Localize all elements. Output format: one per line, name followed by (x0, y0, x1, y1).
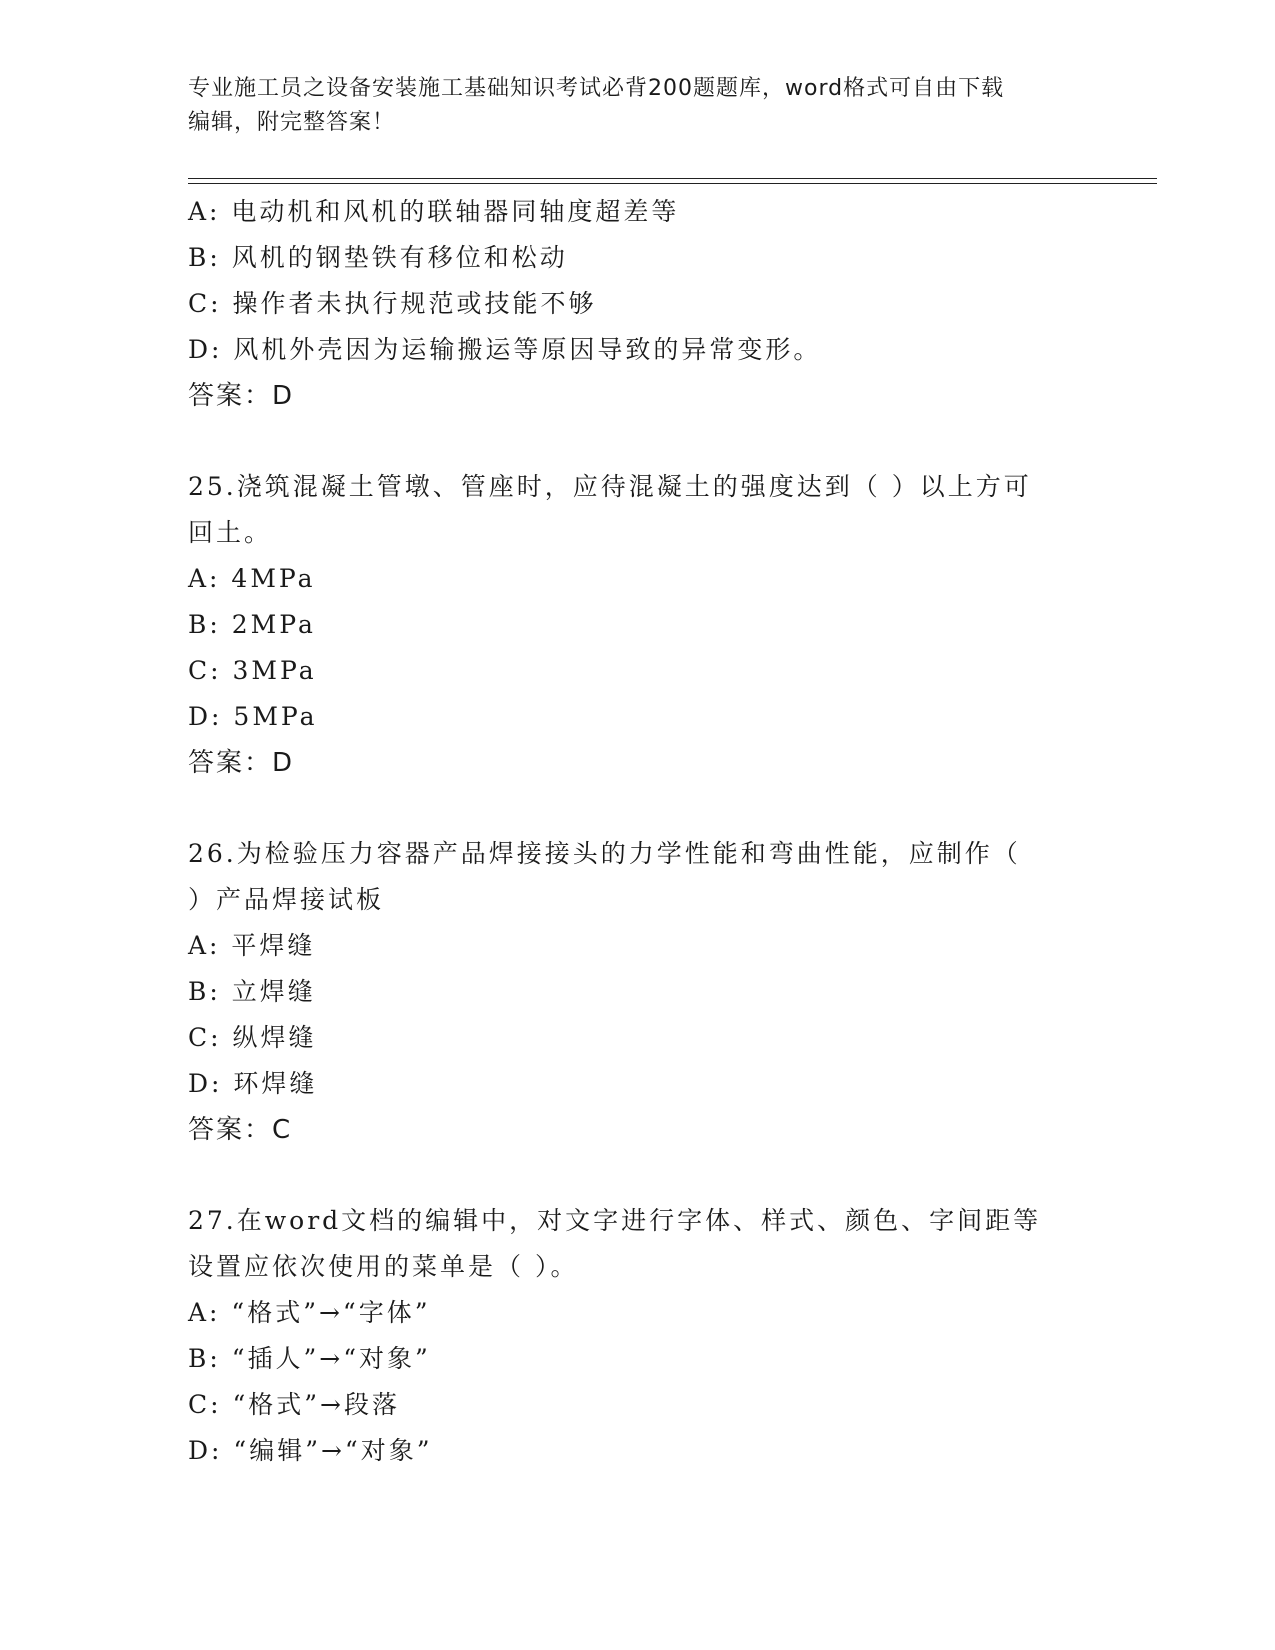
answer-line: 答案：D (188, 748, 295, 778)
option-b: B: 2MPa (188, 610, 316, 639)
option-c: C: “格式”→段落 (188, 1390, 401, 1419)
option-a: A: 平焊缝 (188, 931, 316, 960)
option-d: D: 环焊缝 (188, 1069, 318, 1098)
question-stem-line-2: 设置应依次使用的菜单是（ ）。 (188, 1252, 579, 1281)
question-stem-line-2: 回土。 (188, 518, 273, 547)
question-stem-line-1: 27.在word文档的编辑中，对文字进行字体、样式、颜色、字间距等 (188, 1206, 1042, 1235)
option-b: B: 风机的钢垫铁有移位和松动 (188, 243, 568, 272)
header-divider-bottom (188, 183, 1157, 184)
answer-line: 答案：D (188, 381, 295, 411)
option-d: D: “编辑”→“对象” (188, 1436, 433, 1465)
option-b: B: 立焊缝 (188, 977, 316, 1006)
question-stem-line-2: ）产品焊接试板 (188, 885, 385, 914)
option-d: D: 风机外壳因为运输搬运等原因导致的异常变形。 (188, 335, 822, 364)
question-27 (188, 1198, 1088, 1474)
option-a: A: “格式”→“字体” (188, 1298, 431, 1327)
answer-line: 答案：C (188, 1115, 293, 1145)
option-c: C: 纵焊缝 (188, 1023, 317, 1052)
option-a: A: 4MPa (188, 564, 316, 593)
document-header (188, 72, 1088, 140)
question-list (188, 189, 1088, 1474)
question-26 (188, 831, 1088, 1153)
option-a: A: 电动机和风机的联轴器同轴度超差等 (188, 197, 680, 226)
question-stem-line-1: 25.浇筑混凝土管墩、管座时，应待混凝土的强度达到（ ）以上方可 (188, 472, 1032, 501)
header-divider-top (188, 178, 1157, 179)
option-c: C: 操作者未执行规范或技能不够 (188, 289, 597, 318)
question-stem-line-1: 26.为检验压力容器产品焊接接头的力学性能和弯曲性能，应制作（ (188, 839, 1021, 868)
option-d: D: 5MPa (188, 702, 318, 731)
header-line-2: 编辑，附完整答案！ (188, 110, 396, 135)
question-25 (188, 464, 1088, 786)
option-c: C: 3MPa (188, 656, 317, 685)
option-b: B: “插人”→“对象” (188, 1344, 431, 1373)
question-24-continued (188, 189, 1088, 419)
header-line-1: 专业施工员之设备安装施工基础知识考试必背200题题库，word格式可自由下载 (188, 76, 1005, 101)
